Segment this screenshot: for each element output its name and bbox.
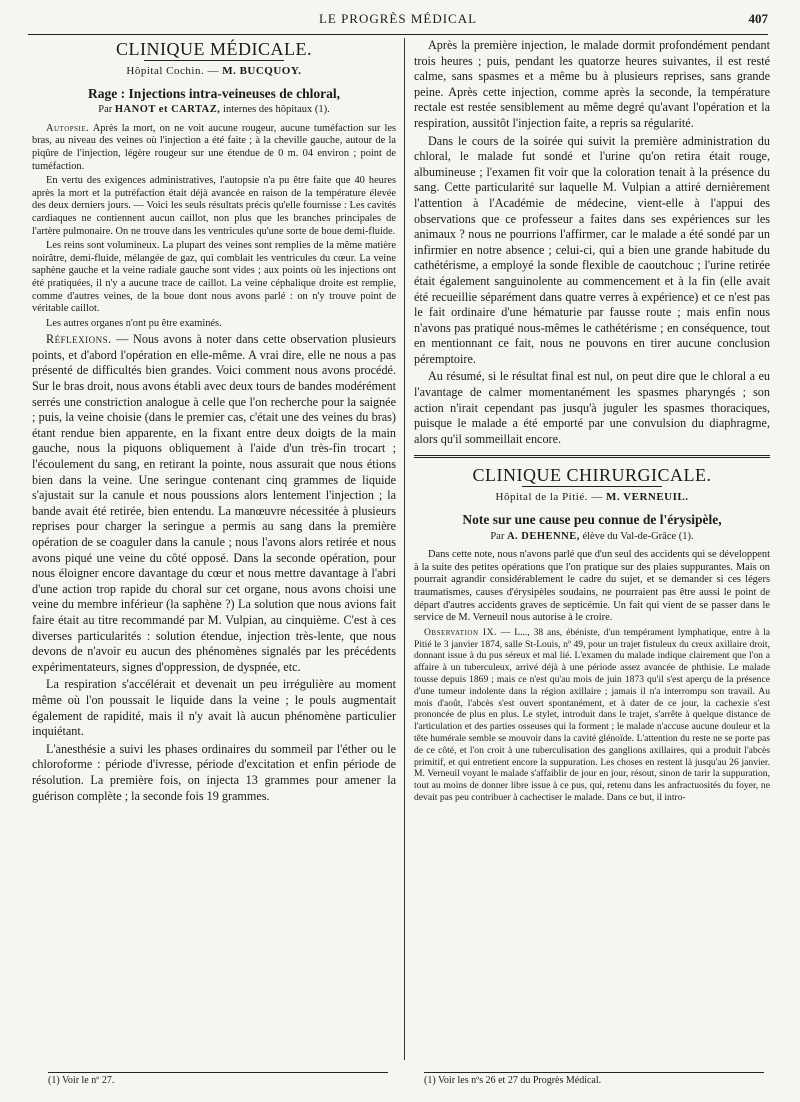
hospital-line bbox=[414, 490, 770, 506]
page-number: 407 bbox=[748, 11, 768, 26]
paragraph: Après la première injection, le malade dormit profondément pendant trois heures ; puis, pendant les quatorze heures suivantes, il est resté calme, sans spasmes et a même bu à plusieurs reprises, sans grande peine. Après cette injection, comme après la seconde, la température rectale est restée sensiblement au même degré qu'avant l'opération et la respiration, aussitôt l'injection faite, a repris sa régularité. bbox=[414, 38, 770, 130]
byline bbox=[32, 102, 396, 118]
footnote-right: (1) Voir les nºs 26 et 27 du Progrès Médical. bbox=[424, 1072, 764, 1087]
hospital-name: Hôpital de la Pitié. bbox=[495, 491, 588, 504]
byline-authors: A. DEHENNE, bbox=[506, 530, 580, 542]
hospital-line bbox=[32, 64, 396, 80]
section-title: CLINIQUE CHIRURGICALE. bbox=[472, 465, 712, 486]
title-rule bbox=[144, 60, 284, 61]
paragraph-lead: Réflexions. bbox=[46, 332, 112, 347]
left-column bbox=[32, 38, 396, 806]
separator: — bbox=[204, 65, 223, 77]
separator: — bbox=[587, 491, 606, 504]
byline bbox=[414, 529, 770, 545]
section-title: CLINIQUE MÉDICALE. bbox=[116, 39, 312, 59]
paragraph-lead: Autopsie. bbox=[46, 122, 90, 134]
title-rule bbox=[522, 486, 662, 487]
running-head: LE PROGRÈS MÉDICAL bbox=[318, 11, 478, 26]
observation-lead: Observation IX. bbox=[424, 626, 497, 638]
column-divider bbox=[404, 38, 405, 1060]
paragraph: La respiration s'accélérait et devenait un peu irrégulière au moment même où l'on poussait le liquide dans la veine ; le pouls augmentait également de rapidité, mais il n'y avait là aucun phénomène particulier inquiétant. bbox=[32, 677, 396, 739]
paragraph: Au résumé, si le résultat final est nul, on peut dire que le chloral a eu l'avantage de calmer momentanément les spasmes pharyngés ; son action n'irait cependant pas jusqu'à juguler les spasmes thoraciques, puisque le malade a été emporté par une convulsion du diaphragme, alors qu'il sommeillait encore. bbox=[414, 369, 770, 446]
page-header bbox=[28, 8, 768, 35]
chief-physician: M. BUCQUOY. bbox=[222, 65, 302, 77]
byline-suffix: élève du Val-de-Grâce (1). bbox=[579, 530, 694, 542]
paragraph: Dans le cours de la soirée qui suivit la première administration du chloral, le malade fut sondé et l'urine qu'on retira était rouge, albumineuse ; l'examen fit voir que la coloration tenait à la présence du sang. Cette particularité sur laquelle M. Vulpian a attiré dernièrement l'attention à l'Académie de médecine, vient-elle à l'appui des observations que ce professeur a faites dans ses expériences sur les animaux ? nous ne pourrions l'affirmer, car le malade a été sondé par un infirmier en notre absence ; celui-ci, qui a bien une grande habitude du cathétérisme, a employé la sonde flexible de caoutchouc ; l'urine retirée était également sanguinolente au commencement et à la fin (elle avait été recueillie séparément dans quatre verres à expérience) et ce n'est pas le fait ordinaire d'une hématurie par fausse route ; mais enfin nous n'avons pas pratiqué nous-mêmes le cathétérisme ; en conséquence, tout en mentionnant ce fait, nous ne pouvons en tirer aucune conclusion péremptoire. bbox=[414, 133, 770, 366]
paragraph bbox=[32, 332, 396, 675]
observation-text: — L..., 38 ans, ébéniste, d'un tempérament lymphatique, entre à la Pitié le 3 janvier 1874, salle St-Louis, nº 49, pour un trajet fistuleux du creux axillaire droit, donnant issue à du pus séreux et mal lié. L'examen du malade indique clairement que l'on a affaire à un tuberculeux, arrivé déjà à une période assez avancée de phthisie. Le malade tousse depuis 1869 ; mais ce n'est qu'au mois de juin 1873 qu'il s'est aperçu de la présence d'une tumeur indolente dans la région axillaire ; jamais il n'a interrompu son travail. Au mois d'août, l'abcès s'est ouvert spontanément, et à dater de ce jour, la cachexie s'est prononcée de plus en plus. Le stylet, introduit dans le trajet, s'arrête à quelque distance de l'articulation et des parties osseuses qui la forment ; le malade n'accuse aucune douleur et la tête humérale semble se mouvoir dans la cavité glénoïde. L'attention du reste ne se porte pas de ce côté, et l'on croit à une tuberculisation des ganglions axillaires, qui a produit l'abcès primitif, et qui entretient encore la suppuration. Les choses en restent là jusqu'au 26 janvier. M. Verneuil voyant le malade s'affaiblir de jour en jour, résout, sinon de tarir la suppuration, tout au moins de donner libre issue à ce pus, qui, retenu dans les anfractuosités du foyer, ne devait pas peu contribuer à cachectiser le malade. Dans ce but, il intro- bbox=[414, 626, 771, 803]
right-column bbox=[414, 38, 770, 806]
paragraph: Les autres organes n'ont pu être examinés. bbox=[46, 317, 222, 329]
paragraph: Les reins sont volumineux. La plupart des veines sont remplies de la même matière noirâtre, demi-fluide, mélangée de gaz, qui comblait les ventricules du cœur. La veine saphène gauche et la veine radiale gauche sont vides ; aux points où les injections ont été pratiquées, il n'y a aucune trace de caillot. La veine céphalique droite est remplie, comme d'autres veines, de la boue dont nous avons parlé : on n'y trouve point de véritable caillot. bbox=[32, 240, 396, 315]
section-divider bbox=[414, 455, 770, 458]
byline-prefix: Par bbox=[490, 530, 507, 542]
chief-surgeon: M. VERNEUIL. bbox=[605, 491, 689, 504]
hospital-name: Hôpital Cochin. bbox=[126, 65, 205, 77]
article-title: Note sur une cause peu connue de l'érysipèle, bbox=[462, 512, 722, 528]
paragraph-text: Après la mort, on ne voit aucune rougeur, aucune tuméfaction sur les bras, au niveau des veines où l'injection a été faite ; à la cheville gauche, autour de la piqûre de l'injection, légère rougeur sur une étendue de 0 m. 04 environ ; point de tuméfaction. bbox=[32, 122, 396, 172]
article-title: Rage : Injections intra-veineuses de chloral, bbox=[88, 85, 340, 101]
byline-authors: HANOT et CARTAZ, bbox=[114, 104, 221, 116]
paragraph: L'anesthésie a suivi les phases ordinaires du sommeil par l'éther ou le chloroforme : période d'ivresse, période d'excitation et enfin période de résolution. La première fois, on injecta 13 grammes pour amener la guérison complète ; la seconde fois 19 grammes. bbox=[32, 741, 396, 803]
paragraph: En vertu des exigences administratives, l'autopsie n'a pu être faite que 40 heures après la mort et la putréfaction était déjà avancée en raison de la température élevée des deux derniers jours. — Voici les seuls résultats précis qu'elle fournisse : Les cavités cardiaques ne contiennent aucun caillot, non plus que les branches principales de l'artère pulmonaire. On ne trouve dans les ventricules qu'une sorte de boue demi-fluide. bbox=[32, 175, 396, 237]
paragraph-text: — Nous avons à noter dans cette observation plusieurs points, et d'abord l'opération en elle-même. A vrai dire, elle ne nous a pas présenté de difficultés bien grandes. Voici comment nous avons procédé. Sur le bras droit, nous avons établi avec deux tours de bandes modérément serrés une constriction analogue à celle que l'on recherche pour la saignée ; puis, la veine choisie (dans le premier cas, c'était une des veines du bras) étant rendue bien apparente, en la fixant entre deux doigts de la main gauche, nous la piquons obliquement à l'aide d'un très-fin trocart ; l'écoulement du sang, en retirant la pointe, nous assurait que nous étions bien dans la veine. Une seringue contenant cinq grammes de liquide s'ajustait sur la canule et nous poussions alors lentement l'injection ; la bande avait été retirée, bien entendu. La manœuvre nécessitée à plusieurs reprises pour charger la seringue a permis au sang dans la première opération de se coaguler dans la canule ; nous l'avons alors retirée et nous avons piqué une veine du côté opposé. Dans la seconde opération, pour nous éloigner encore davantage du cœur et nous mettre davantage à l'abri d'une action trop rapide du choral sur cet organe, nous avons choisi une veine du membre inférieur (la saphène ?) La solution que nous avions fait faire était au titre recommandé par M. Vulpian, au cinquième. C'est à ces diverses particularités : solution étendue, injection très-lente, que nous devons de n'avoir eu aucun des phénomènes signalés par les précédents expérimentateurs, signes d'oppression, de dyspnée, etc. bbox=[32, 332, 396, 674]
byline-suffix: internes des hôpitaux (1). bbox=[220, 104, 330, 116]
paragraph bbox=[32, 123, 396, 173]
byline-prefix: Par bbox=[98, 104, 115, 116]
footnote-left: (1) Voir le nº 27. bbox=[48, 1072, 388, 1087]
observation bbox=[414, 627, 770, 804]
paragraph: Dans cette note, nous n'avons parlé que d'un seul des accidents qui se développent à la suite des petites opérations que l'on pratique sur des plaies suppurantes. Mais on pourrait agrandir considérablement le cadre du sujet, et se demander si ces légers traumatismes, causes d'érysipèles soudains, ne pourraient pas être aussi le point de départ d'autres accidents graves de septicémie. Un fait qui vient de se passer dans le service de M. Verneuil nous autorise à le croire. bbox=[414, 549, 770, 624]
